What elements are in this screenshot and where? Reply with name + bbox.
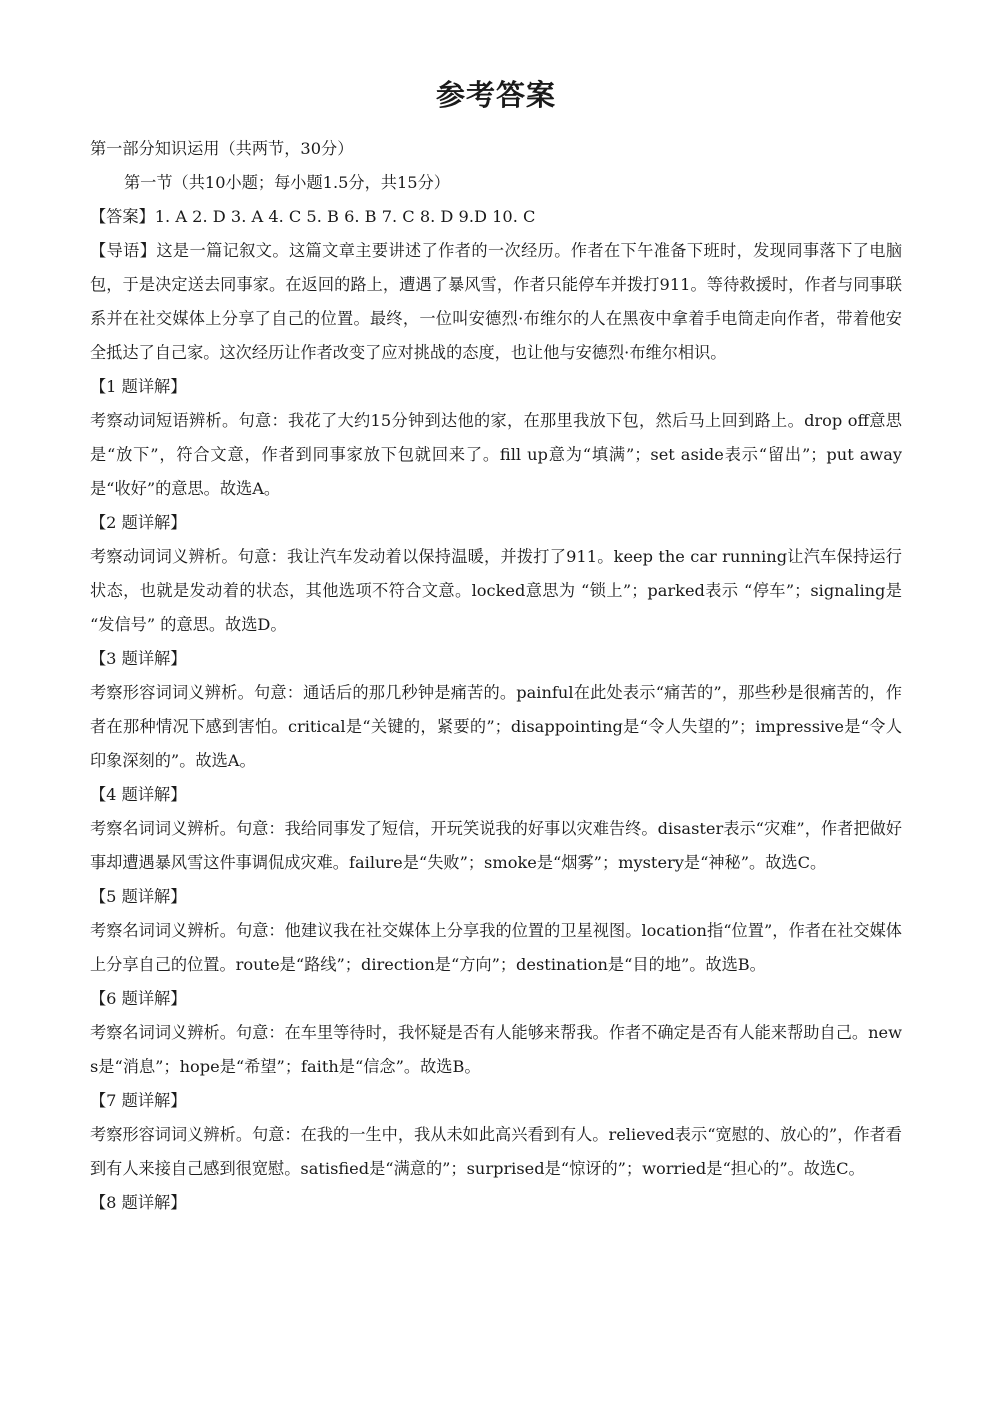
detail-heading-1: 【1 题详解】 <box>90 377 187 396</box>
detail-heading-5: 【5 题详解】 <box>90 887 187 906</box>
detail-text-4: 考察名词词义辨析。句意：我给同事发了短信，开玩笑说我的好事以灾难告终。disaster表示“灾难”，作者把做好事却遭遇暴风雪这件事调侃成灾难。failure是“失败”；smoke是“烟雾”；mystery是“神秘”。故选C。 <box>90 819 902 872</box>
detail-text-7: 考察形容词词义辨析。句意：在我的一生中，我从未如此高兴看到有人。relieved表示“宽慰的、放心的”，作者看到有人来接自己感到很宽慰。satisfied是“满意的”；surprised是“惊讶的”；worried是“担心的”。故选C。 <box>90 1125 902 1178</box>
detail-text-6: 考察名词词义辨析。句意：在车里等待时，我怀疑是否有人能够来帮我。作者不确定是否有人能来帮助自己。news是“消息”；hope是“希望”；faith是“信念”。故选B。 <box>90 1023 902 1076</box>
part-heading: 第一部分知识运用（共两节，30分） <box>90 139 354 158</box>
detail-heading-3: 【3 题详解】 <box>90 649 187 668</box>
section-heading: 第一节（共10小题；每小题1.5分，共15分） <box>124 173 450 192</box>
detail-heading-6: 【6 题详解】 <box>90 989 187 1008</box>
answers-label: 【答案】 <box>90 207 155 226</box>
detail-heading-7: 【7 题详解】 <box>90 1091 187 1110</box>
guide-paragraph <box>90 234 902 370</box>
detail-heading-4: 【4 题详解】 <box>90 785 187 804</box>
answers-row <box>90 200 902 234</box>
detail-heading-8: 【8 题详解】 <box>90 1193 187 1212</box>
detail-text-1: 考察动词短语辨析。句意：我花了大约15分钟到达他的家，在那里我放下包，然后马上回到路上。drop off意思是“放下”，符合文意，作者到同事家放下包就回来了。fill up意为“填满”；set aside表示“留出”；put away是“收好”的意思。故选A。 <box>90 411 902 498</box>
detail-text-2: 考察动词词义辨析。句意：我让汽车发动着以保持温暖，并拨打了911。keep the car running让汽车保持运行状态，也就是发动着的状态，其他选项不符合文意。locked意思为 “锁上”；parked表示 “停车”；signaling是 “发信号” 的意思。故选D。 <box>90 547 902 634</box>
detail-heading-2: 【2 题详解】 <box>90 513 187 532</box>
guide-label: 【导语】 <box>90 241 157 260</box>
page-title: 参考答案 <box>435 78 556 112</box>
answers-text: 1. A 2. D 3. A 4. C 5. B 6. B 7. C 8. D 9.D 10. C <box>154 207 536 226</box>
detail-text-3: 考察形容词词义辨析。句意：通话后的那几秒钟是痛苦的。painful在此处表示“痛苦的”，那些秒是很痛苦的，作者在那种情况下感到害怕。critical是“关键的，紧要的”；disappointing是“令人失望的”；impressive是“令人印象深刻的”。故选A。 <box>90 683 902 770</box>
guide-text: 这是一篇记叙文。这篇文章主要讲述了作者的一次经历。作者在下午准备下班时，发现同事落下了电脑包，于是决定送去同事家。在返回的路上，遭遇了暴风雪，作者只能停车并拨打911。等待救援时，作者与同事联系并在社交媒体上分享了自己的位置。最终，一位叫安德烈·布维尔的人在黑夜中拿着手电筒走向作者，带着他安全抵达了自己家。这次经历让作者改变了应对挑战的态度，也让他与安德烈·布维尔相识。 <box>90 241 903 362</box>
detail-text-5: 考察名词词义辨析。句意：他建议我在社交媒体上分享我的位置的卫星视图。location指“位置”，作者在社交媒体上分享自己的位置。route是“路线”；direction是“方向”；destination是“目的地”。故选B。 <box>90 921 902 974</box>
answer-document <box>90 72 902 1220</box>
